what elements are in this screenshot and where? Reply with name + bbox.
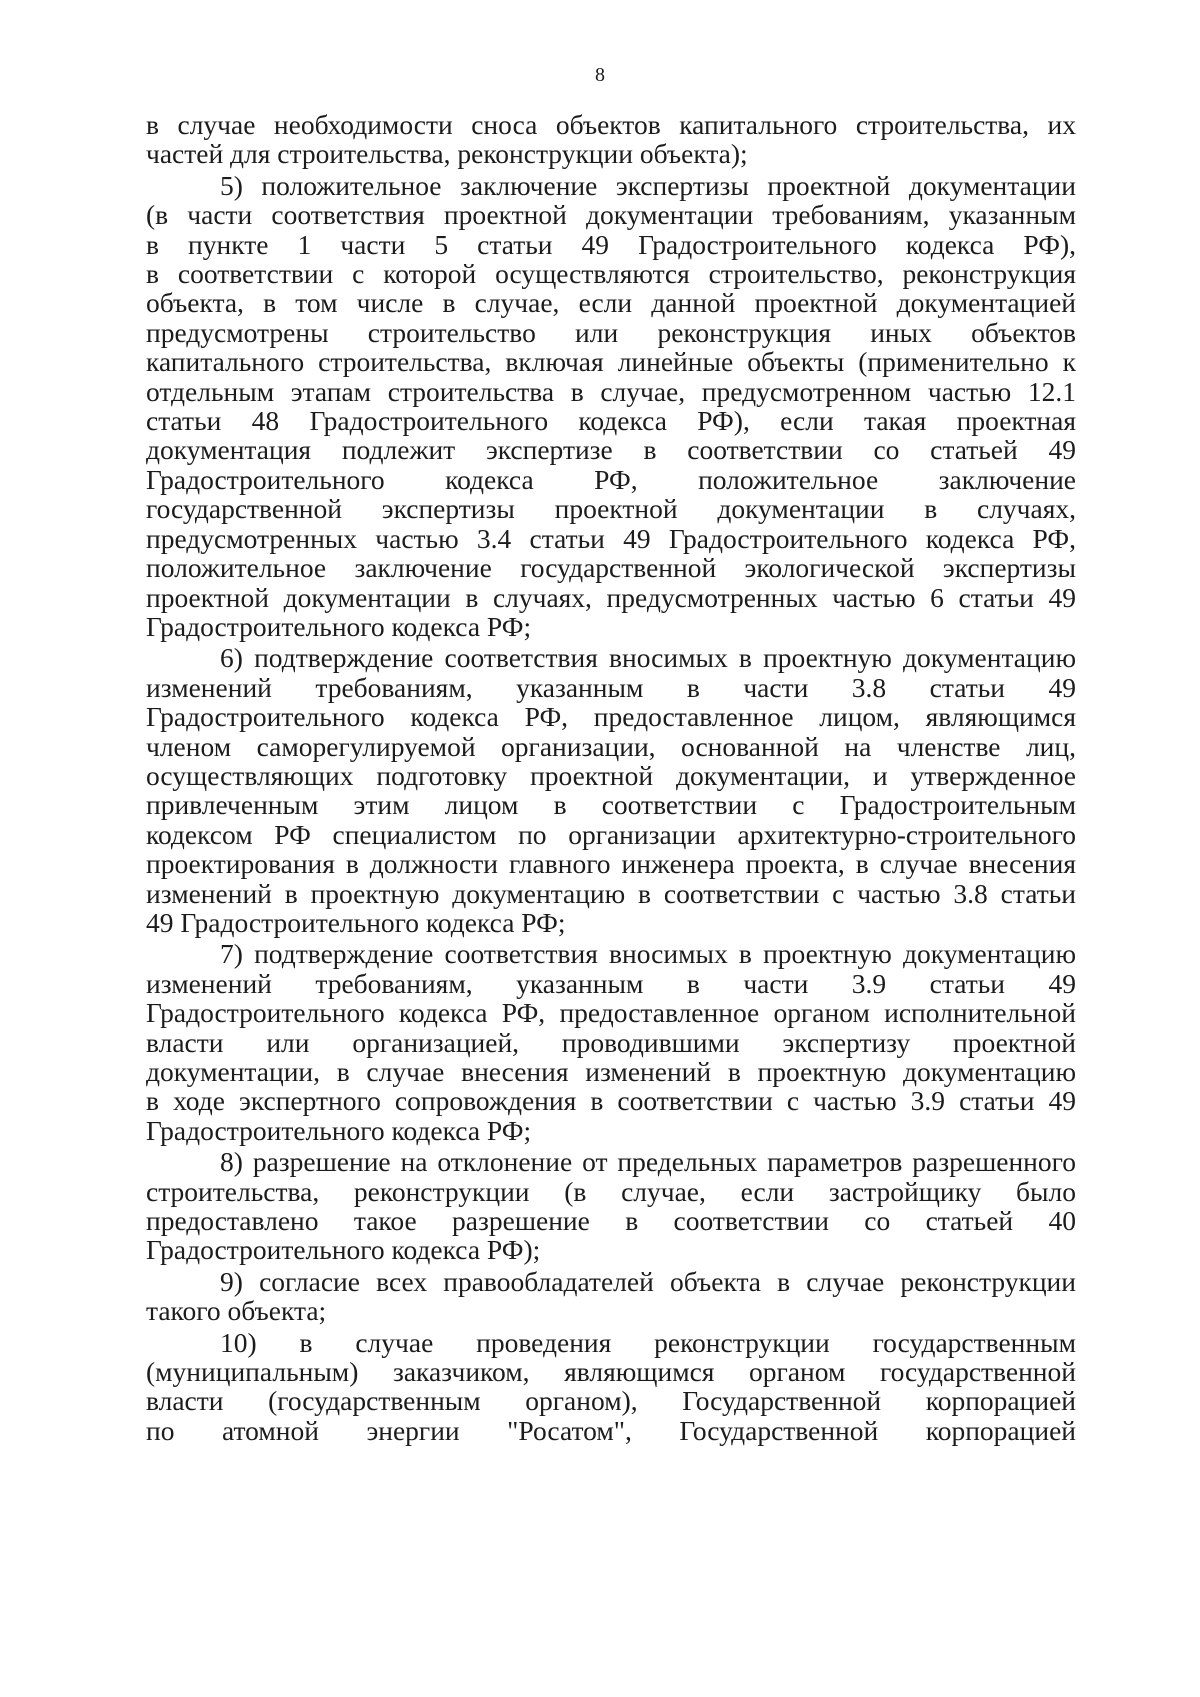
text-line: изменений требованиям, указанным в части 3.9 статьи 49 bbox=[146, 967, 1076, 999]
paragraph-item-9 bbox=[146, 1267, 1076, 1326]
text-line: документация подлежит экспертизе в соответствии со статьей 49 bbox=[146, 434, 1076, 466]
text-line: капитального строительства, включая линейные объекты (применительно к bbox=[146, 346, 1076, 378]
text-line: в ходе экспертного сопровождения в соответствии с частью 3.9 статьи 49 bbox=[146, 1085, 1076, 1117]
page-number: 8 bbox=[595, 64, 605, 86]
text-line: Градостроительного кодекса РФ, предоставленное органом исполнительной bbox=[146, 997, 1076, 1029]
text-line: по атомной энергии "Росатом", Государственной корпорацией bbox=[146, 1414, 1076, 1446]
paragraph-item-7 bbox=[146, 939, 1076, 1145]
text-line: строительства, реконструкции (в случае, если застройщику было bbox=[146, 1175, 1076, 1207]
text-line: привлеченным этим лицом в соответствии с Градостроительным bbox=[146, 789, 1076, 821]
text-line: (муниципальным) заказчиком, являющимся органом государственной bbox=[146, 1356, 1076, 1388]
text-line: 49 Градостроительного кодекса РФ; bbox=[146, 906, 566, 938]
text-line: изменений в проектную документацию в соответствии с частью 3.8 статьи bbox=[146, 877, 1076, 909]
text-line: такого объекта; bbox=[146, 1295, 327, 1327]
text-line: (в части соответствия проектной документации требованиям, указанным bbox=[146, 199, 1076, 231]
text-line: государственной экспертизы проектной документации в случаях, bbox=[146, 493, 1076, 525]
text-line: 10) в случае проведения реконструкции государственным bbox=[220, 1326, 1076, 1358]
text-line: власти или организацией, проводившими экспертизу проектной bbox=[146, 1026, 1076, 1058]
text-line: документации, в случае внесения изменений в проектную документацию bbox=[146, 1056, 1076, 1087]
text-line: кодексом РФ специалистом по организации архитектурно-строительного bbox=[146, 818, 1076, 850]
text-line: Градостроительного кодекса РФ, предоставленное лицом, являющимся bbox=[146, 701, 1076, 733]
document-body bbox=[146, 108, 1076, 1445]
text-line: предусмотрены строительство или реконструкция иных объектов bbox=[146, 316, 1076, 348]
text-line: осуществляющих подготовку проектной документации, и утвержденное bbox=[146, 759, 1076, 791]
paragraph-item-6 bbox=[146, 643, 1076, 937]
text-line: 5) положительное заключение экспертизы проектной документации bbox=[220, 169, 1076, 201]
text-line: в пункте 1 части 5 статьи 49 Градостроительного кодекса РФ), bbox=[146, 228, 1076, 260]
text-line: в случае необходимости сноса объектов капитального строительства, их bbox=[146, 109, 1076, 140]
text-line: членом саморегулируемой организации, основанной на членстве лиц, bbox=[146, 730, 1076, 762]
text-line: проектирования в должности главного инженера проекта, в случае внесения bbox=[146, 848, 1076, 880]
text-line: в соответствии с которой осуществляются строительство, реконструкция bbox=[146, 258, 1076, 290]
text-line: 7) подтверждение соответствия вносимых в проектную документацию bbox=[220, 938, 1076, 970]
text-line: 9) согласие всех правообладателей объекта в случае реконструкции bbox=[220, 1265, 1076, 1297]
text-line: Градостроительного кодекса РФ; bbox=[146, 1114, 532, 1146]
text-line: изменений требованиям, указанным в части 3.8 статьи 49 bbox=[146, 671, 1076, 703]
text-line: частей для строительства, реконструкции объекта); bbox=[146, 138, 748, 170]
text-line: предоставлено такое разрешение в соответствии со статьей 40 bbox=[146, 1205, 1076, 1237]
text-line: проектной документации в случаях, предусмотренных частью 6 статьи 49 bbox=[146, 581, 1076, 613]
paragraph-item-5 bbox=[146, 171, 1076, 642]
text-line: отдельным этапам строительства в случае, предусмотренном частью 12.1 bbox=[146, 375, 1076, 407]
paragraph-item-10 bbox=[146, 1328, 1076, 1446]
text-line: 8) разрешение на отклонение от предельных параметров разрешенного bbox=[220, 1146, 1076, 1178]
text-line: предусмотренных частью 3.4 статьи 49 Градостроительного кодекса РФ, bbox=[146, 522, 1076, 554]
text-line: Градостроительного кодекса РФ); bbox=[146, 1234, 541, 1266]
text-line: статьи 48 Градостроительного кодекса РФ), если такая проектная bbox=[146, 405, 1076, 437]
text-line: объекта, в том числе в случае, если данной проектной документацией bbox=[146, 287, 1076, 319]
text-line: власти (государственным органом), Государственной корпорацией bbox=[146, 1385, 1076, 1417]
text-line: положительное заключение государственной экологической экспертизы bbox=[146, 552, 1076, 584]
paragraph-item-8 bbox=[146, 1147, 1076, 1265]
paragraph-continuation bbox=[146, 110, 1076, 169]
text-line: Градостроительного кодекса РФ; bbox=[146, 610, 532, 642]
text-line: Градостроительного кодекса РФ, положительное заключение bbox=[146, 463, 1076, 495]
text-line: 6) подтверждение соответствия вносимых в проектную документацию bbox=[220, 642, 1076, 674]
